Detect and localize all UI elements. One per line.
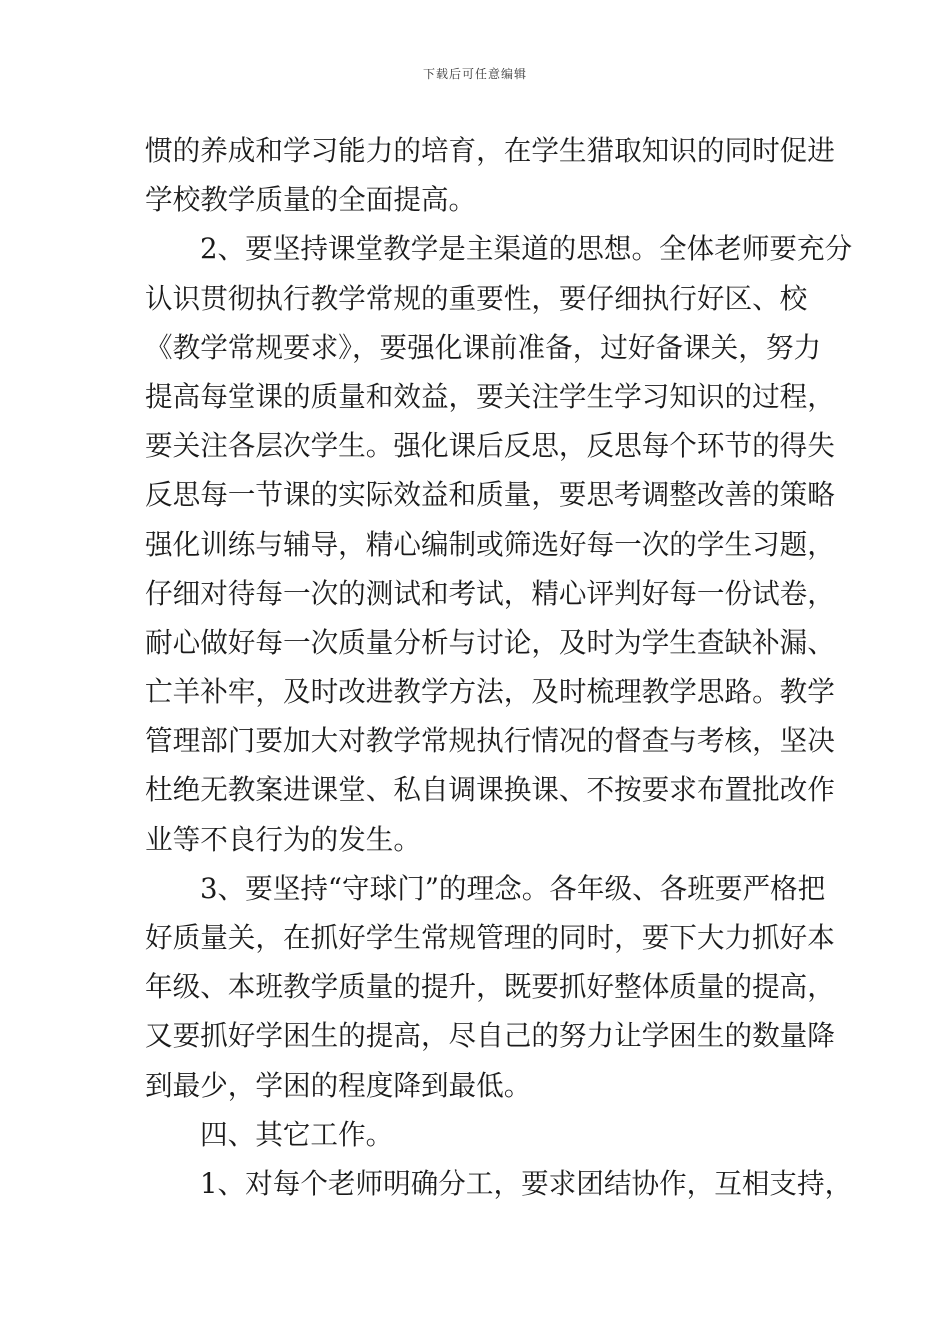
text-line-13: 管理部门要加大对教学常规执行情况的督查与考核，坚决 — [145, 724, 835, 758]
text-line-7: 要关注各层次学生。强化课后反思，反思每个环节的得失 — [145, 429, 835, 463]
text-line-17: 好质量关，在抓好学生常规管理的同时，要下大力抓好本 — [145, 921, 835, 954]
document-body — [145, 126, 853, 1208]
text-line-12: 亡羊补牢，及时改进教学方法，及时梳理教学思路。教学 — [145, 675, 835, 709]
text-line-11: 耐心做好每一次质量分析与讨论，及时为学生查缺补漏、 — [145, 625, 835, 659]
text-line-20: 到最少，学困的程度降到最低。 — [145, 1068, 532, 1102]
text-line-16: 3、要坚持“守球门”的理念。各年级、各班要严格把 — [200, 871, 826, 905]
text-line-6: 提高每堂课的质量和效益，要关注学生学习知识的过程， — [145, 379, 835, 413]
text-line-10: 仔细对待每一次的测试和考试，精心评判好每一份试卷， — [145, 576, 835, 610]
text-line-15: 业等不良行为的发生。 — [145, 822, 421, 856]
section-heading-line: 四、其它工作。 — [200, 1117, 394, 1151]
text-line-4: 认识贯彻执行教学常规的重要性，要仔细执行好区、校 — [145, 281, 808, 315]
text-line-14: 杜绝无教案进课堂、私自调课换课、不按要求布置批改作 — [145, 773, 835, 807]
text-line-3: 2、要坚持课堂教学是主渠道的思想。全体老师要充分 — [200, 232, 853, 266]
text-line-22: 1、对每个老师明确分工，要求团结协作，互相支持， — [200, 1166, 853, 1200]
text-line-18: 年级、本班教学质量的提升，既要抓好整体质量的提高， — [145, 970, 835, 1004]
text-line-19: 又要抓好学困生的提高，尽自己的努力让学困生的数量降 — [145, 1019, 835, 1053]
text-line-2: 学校教学质量的全面提高。 — [145, 183, 477, 217]
text-line-9: 强化训练与辅导，精心编制或筛选好每一次的学生习题， — [145, 527, 835, 561]
text-line-8: 反思每一节课的实际效益和质量，要思考调整改善的策略 — [145, 478, 835, 512]
text-line-5: 《教学常规要求》，要强化课前准备，过好备课关，努力 — [145, 330, 822, 364]
page-header-note: 下载后可任意编辑 — [422, 67, 527, 81]
text-line-1: 惯的养成和学习能力的培育，在学生猎取知识的同时促进 — [145, 134, 835, 167]
